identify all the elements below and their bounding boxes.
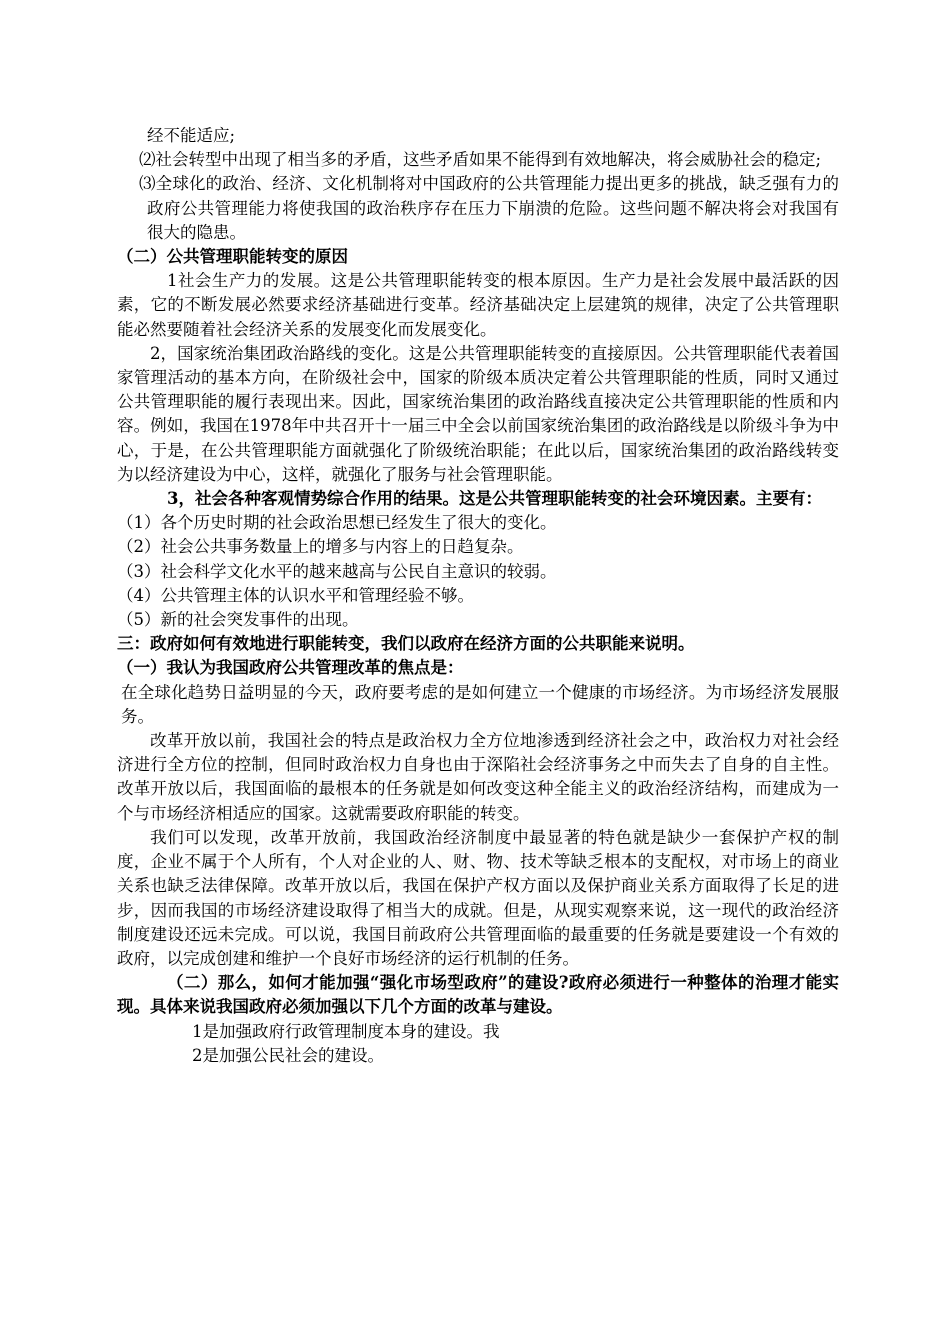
paragraph: 改革开放以前，我国社会的特点是政治权力全方位地渗透到经济社会之中，政治权力对社会经济进行全方位的控制，但同时政治权力自身也由于深陷社会经济事务之中而失去了自身的自主性。改革开放以后，我国面临的最根本的任务就是如何改变这种全能主义的政治经济结构，而建成为一个与市场经济相适应的国家。这就需要政府职能的转变。: [117, 731, 839, 823]
list-item: （1）各个历史时期的社会政治思想已经发生了很大的变化。: [117, 513, 557, 533]
list-item: （2）社会公共事务数量上的增多与内容上的日趋复杂。: [117, 537, 524, 557]
paragraph: 我们可以发现，改革开放前，我国政治经济制度中最显著的特色就是缺少一套保护产权的制度，企业不属于个人所有，个人对企业的人、财、物、技术等缺乏根本的支配权，对市场上的商业关系也缺乏法律保障。改革开放以后，我国在保护产权方面以及保护商业关系方面取得了长足的进步，因而我国的市场经济建设取得了相当大的成就。但是，从现实观察来说，这一现代的政治经济制度建设还远未完成。可以说，我国目前政府公共管理面临的最重要的任务就是要建设一个有效的政府，以完成创建和维护一个良好市场经济的运行机制的任务。: [117, 827, 839, 968]
list-item: （4）公共管理主体的认识水平和管理经验不够。: [117, 585, 474, 605]
paragraph: 1社会生产力的发展。这是公共管理职能转变的根本原因。生产力是社会发展中最活跃的因素，它的不断发展必然要求经济基础进行变革。经济基础决定上层建筑的规律，决定了公共管理职能必然要随着社会经济关系的发展变化而发展变化。: [117, 271, 839, 339]
section-heading: （二）公共管理职能转变的原因: [117, 247, 348, 267]
paragraph: 在全球化趋势日益明显的今天，政府要考虑的是如何建立一个健康的市场经济。为市场经济发展服务。: [121, 682, 839, 726]
section-heading: 三：政府如何有效地进行职能转变，我们以政府在经济方面的公共职能来说明。: [117, 634, 695, 654]
list-item: ⑵社会转型中出现了相当多的矛盾，这些矛盾如果不能得到有效地解决，将会威胁社会的稳定;: [139, 150, 822, 170]
list-item: （5）新的社会突发事件的出现。: [117, 610, 359, 630]
paragraph: 2，国家统治集团政治路线的变化。这是公共管理职能转变的直接原因。公共管理职能代表着国家管理活动的基本方向，在阶级社会中，国家的阶级本质决定着公共管理职能的性质，同时又通过公共管理职能的履行表现出来。因此，国家统治集团的政治路线直接决定公共管理职能的性质和内容。例如，我国在1978年中共召开十一届三中全会以前国家统治集团的政治路线是以阶级斗争为中心，于是，在公共管理职能方面就强化了阶级统治职能；在此以后，国家统治集团的政治路线转变为以经济建设为中心，这样，就强化了服务与社会管理职能。: [117, 343, 839, 484]
text-line: 经不能适应;: [147, 126, 236, 145]
paragraph-bold: （二）那么，如何才能加强“强化市场型政府”的建设?政府必须进行一种整体的治理才能实现。具体来说我国政府必须加强以下几个方面的改革与建设。: [117, 973, 839, 1017]
list-item: 2是加强公民社会的建设。: [192, 1045, 384, 1065]
list-item: （3）社会科学文化水平的越来越高与公民自主意识的较弱。: [117, 561, 557, 581]
paragraph-bold: 3，社会各种客观情势综合作用的结果。这是公共管理职能转变的社会环境因素。主要有：: [167, 489, 822, 509]
section-heading: （一）我认为我国政府公共管理改革的焦点是：: [117, 658, 464, 678]
document-page: [117, 124, 839, 1068]
list-item: ⑶全球化的政治、经济、文化机制将对中国政府的公共管理能力提出更多的挑战，缺乏强有力的政府公共管理能力将使我国的政治秩序存在压力下崩溃的危险。这些问题不解决将会对我国有很大的隐患。: [139, 174, 839, 242]
list-item: 1是加强政府行政管理制度本身的建设。我: [192, 1021, 500, 1041]
